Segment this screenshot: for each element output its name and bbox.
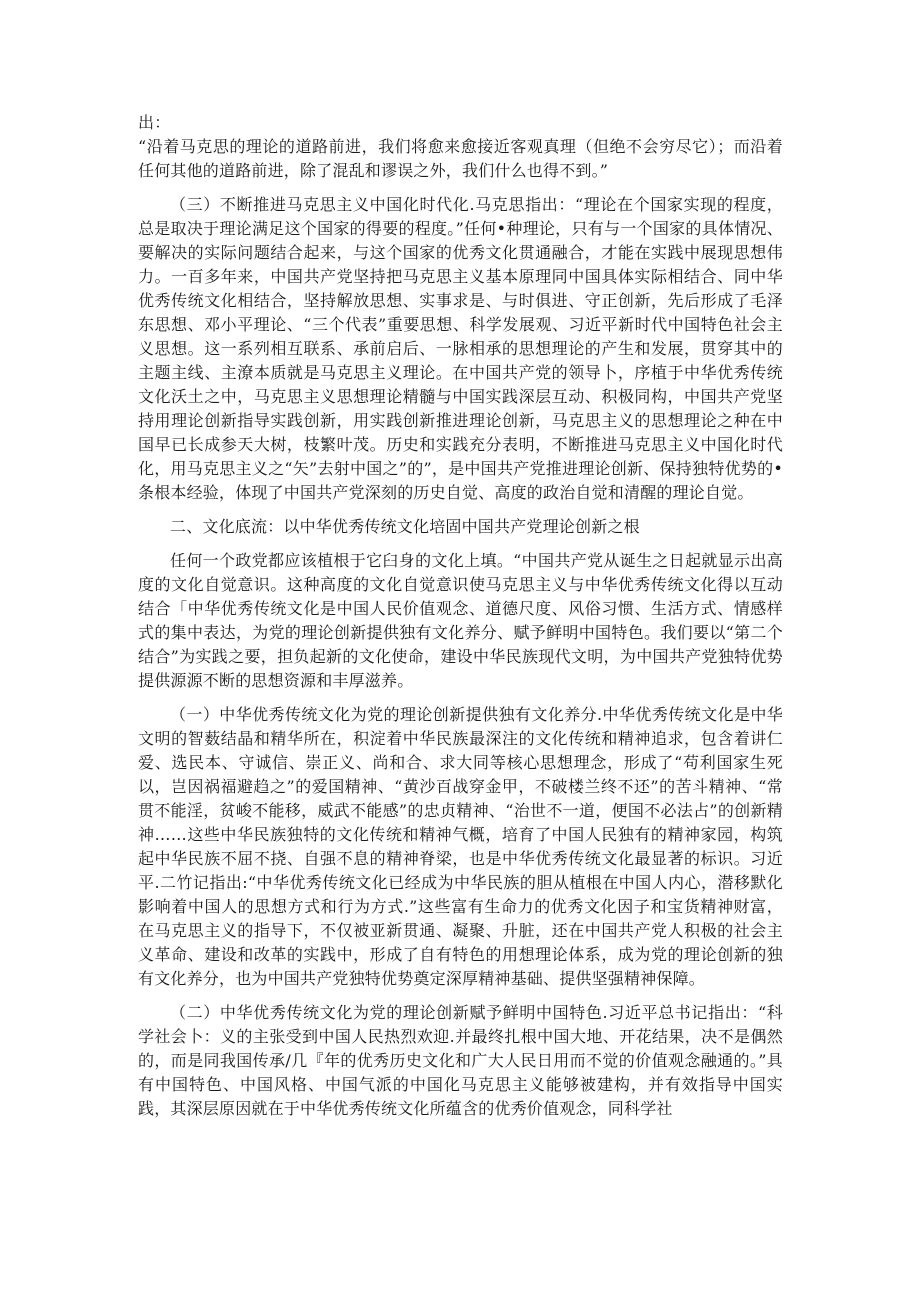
section-heading-two: 二、文化底流：以中华优秀传统文化培固中国共产党理论创新之根 xyxy=(170,517,640,536)
paragraph-cultural-intro: 任何一个政党都应该植根于它臼身的文化上填。“中国共产党从诞生之日起就显示出高度的文化自觉意识。这种高度的文化自觉意识使马克思主义与中华优秀传统文化得以互动结合「中华优秀传统文化是中国人民价值观念、道德尺度、风俗习惯、生活方式、情感样式的集中表达，为党的理论创新提供独有文化养分、赋予鲜明中国特色。我们要以“第二个结合”为实践之要，担负起新的文化使命，建设中华民族现代文明，为中国共产党独特优势提供源源不断的思想资源和丰厚滋养。 xyxy=(138,551,783,690)
paragraph-section-three: （三）不断推进马克思主义中国化时代化.马克思指出：“理论在个国家实现的程度，总是取决于理论满足这个国家的得要的程度。”任何•种理论，只有与一个国家的具体情况、要解决的实际问题结合起来，与这个国家的优秀文化贯通融合，才能在实践中展现思想伟力。一百多年来，中国共产党坚持把马克思主义基本原理同中国具体实际相结合、同中华优秀传统文化相结合，坚持解放思想、实事求是、与时俱进、守正创新，先后形成了毛泽东思想、邓小平理论、“三个代表”重要思想、科学发展观、习近平新时代中国特色社会主义思想。这一系列相互联系、承前启后、一脉相承的思想理论的产生和发展，贯穿其中的主题主线、主潦本质就是马克思主义理论。在中国共产党的领导卜，序植于中华优秀传统文化沃土之中，马克思主义思想理论精髓与中国实践深层互动、积极同构，中国共产党坚持用理论创新指导实践创新，用实践创新推进理论创新，马克思主义的思想理论之种在中国早已长成参天大树，枝繁叶茂。历史和实践充分表明，不断推进马克思主义中国化时代化，用马克思主义之“矢”去射中国之”的”，是中国共产党推进理论创新、保持独特优势的•条根本经验，体现了中国共产党深刻的历史自觉、高度的政治自觉和清醒的理论自觉。 xyxy=(138,195,783,502)
document-body xyxy=(138,111,783,1121)
paragraph-subsection-two: （二）中华优秀传统文化为党的理论创新赋予鲜明中国特色.习近平总书记指出：“科学社会卜：义的主张受到中国人民热烈欢迎.并最终扎根中国大地、开花结果，决不是偶然的，而是同我国传承/几『年的优秀历史文化和广大人民日用而不觉的价值观念融通的。”具有中国特色、中国风格、中国气派的中国化马克思主义能够被建构，并有效指导中国实践，其深层原因就在于中华优秀传统文化所蕴含的优秀价值观念，同科学社 xyxy=(138,1003,783,1118)
paragraph-quote: “沿着马克思的理论的道路前进，我们将愈来愈接近客观真理（但绝不会穷尽它）；而沿着任何其他的道路前进，除了混乱和谬误之外，我们什么也得不到。” xyxy=(138,137,783,180)
paragraph-continuation: 出： xyxy=(138,113,171,132)
paragraph-subsection-one: （一）中华优秀传统文化为党的理论创新提供独有文化养分.中华优秀传统文化是中华文明的智薮结晶和精华所在，积淀着中华民族最深注的文化传统和精神追求，包含着讲仁爱、选民本、守诚信、崇正义、尚和合、求大同等核心思想理念，形成了“苟利国家生死以，岂因祸福避趋之”的爱国精神、“黄沙百战穿金甲，不破楼兰终不还”的苦斗精神、“常贯不能淫，贫峻不能移，威武不能感”的忠贞精神、“治世不一道，便国不必法占”的创新精神……这些中华民族独特的文化传统和精神气概，培育了中国人民独有的精神家园，构筑起中华民族不屈不挠、自强不息的精神脊梁，也是中华优秀传统文化最显著的标识。习近平.二竹记指出:“中华优秀传统文化已经成为中华民族的胆从植根在中国人内心，潜移默化影响着中国人的思想方式和行为方式.”这些富有生命力的优秀文化因子和宝货精神财富，在马克思主义的指导下，不仅被亚新贯通、凝聚、升脏，还在中国共产党人积极的社会主义革命、建设和改革的实践中，形成了自有特色的用想理论体系，成为党的理论创新的独有文化养分，也为中国共产党独特优势奠定深厚精神基础、提供坚强精神保障。 xyxy=(138,705,783,988)
